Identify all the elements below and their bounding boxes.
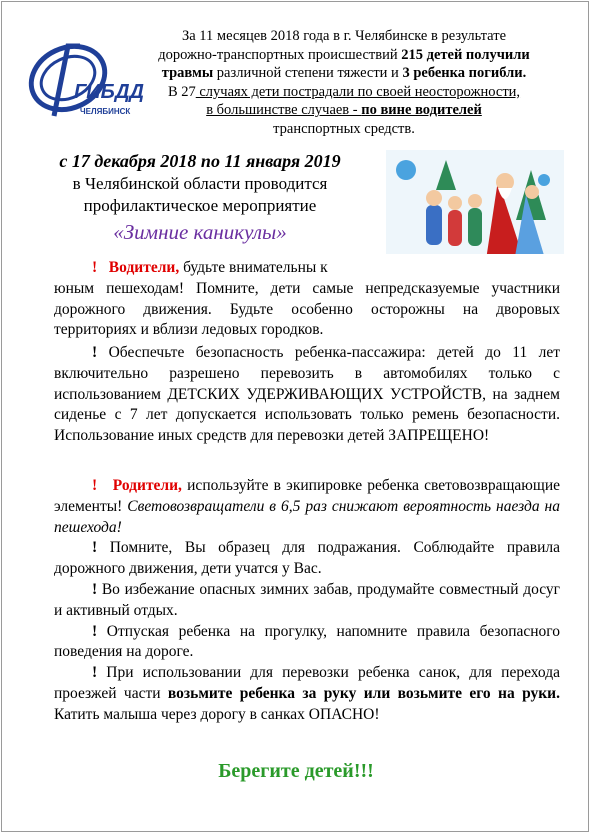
gibdd-logo bbox=[24, 36, 144, 128]
parents-section: ! Родители, используйте в экипировке ребенка световозвращающие элементы! Световозвращатели в 6,5 раз снижают вероятность наезда на пешехода! ! Помните, Вы образец для подражания. Соблюдайте правила дорожного движения, дети учатся у Вас. ! Во избежание опасных зимних забав, продумайте совместный досуг и активный отдых. ! Отпуская ребенка на прогулку, напомните правила безопасного поведения на дороге. ! При использовании для перевозки ребенка санок, для перехода проезжей части возьмите ребенка за руку или возьмите его на руки. Катить малыша через дорогу в санках ОПАСНО! bbox=[54, 477, 561, 723]
svg-text:ГИБДД: ГИБДД bbox=[74, 81, 144, 103]
campaign-region: в Челябинской области проводится bbox=[72, 174, 328, 193]
campaign-dates: с 17 декабря 2018 по 11 января 2019 bbox=[59, 151, 341, 171]
child-passenger-section: ! Обеспечьте безопасность ребенка-пассажира: детей до 11 лет включительно разрешено перевозить в автомобилях только с использованием ДЕТСКИХ УДЕРЖИВАЮЩИХ УСТРОЙСТВ, на заднем сиденье с 7 лет допускается использовать только ремень безопасности. Использование иных средств для перевозки детей ЗАПРЕЩЕНО! bbox=[54, 344, 561, 445]
intro-statistics: За 11 месяцев 2018 года в г. Челябинске в результате дорожно-транспортных происшествий 215 детей получили травмы различной степени тяжести и 3 ребенка погибли. В 27 случаях дети пострадали по своей неосторожности, в большинстве случаев - по вине водителей транспортных средств. bbox=[158, 28, 530, 137]
svg-text:ЧЕЛЯБИНСК: ЧЕЛЯБИНСК bbox=[80, 107, 131, 116]
closing-slogan: Берегите детей!!! bbox=[218, 760, 374, 782]
campaign-type: профилактическое мероприятие bbox=[83, 196, 317, 215]
winter-children-illustration bbox=[386, 150, 564, 274]
drivers-section: ! Водители, будьте внимательны к юным пешеходам! Помните, дети самые непредсказуемые участники дорожного движения. Будьте особенно осторожны на дворовых территориях и вблизи ледовых городков. bbox=[54, 259, 560, 339]
campaign-title: «Зимние каникулы» bbox=[113, 220, 287, 244]
